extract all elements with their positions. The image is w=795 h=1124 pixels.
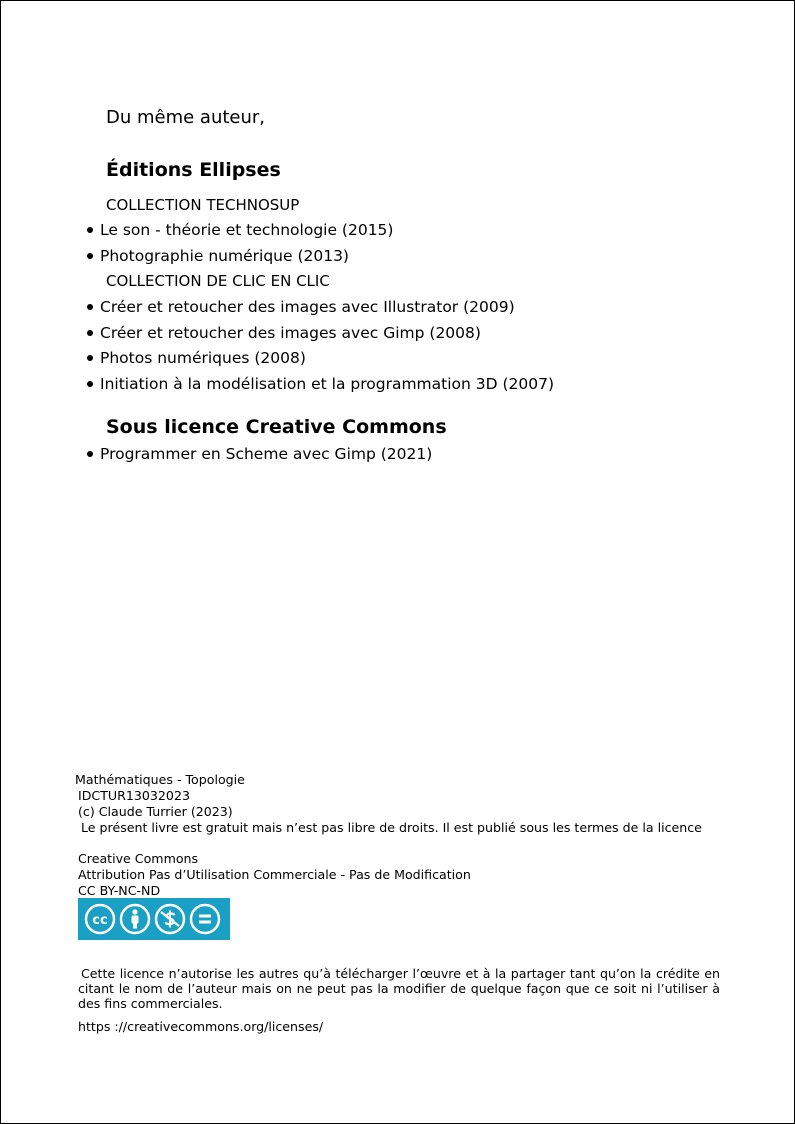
list-item: Programmer en Scheme avec Gimp (2021) [87, 445, 432, 463]
noncommercial-icon [154, 903, 186, 935]
book-id: IDCTUR13032023 [78, 788, 190, 803]
noderivatives-icon [189, 903, 221, 935]
list-item: Photos numériques (2008) [87, 349, 306, 367]
bullet-icon [87, 227, 93, 233]
attribution-icon [119, 903, 151, 935]
list-item: Le son - théorie et technologie (2015) [87, 221, 393, 239]
license-code: CC BY-NC-ND [78, 883, 161, 898]
license-notice: Le présent livre est gratuit mais n’est pas libre de droits. Il est publié sous les termes de la licence [81, 820, 702, 835]
bullet-icon [87, 253, 93, 259]
collection-de-clic-en-clic: COLLECTION DE CLIC EN CLIC [106, 272, 330, 290]
heading-creative-commons: Sous licence Creative Commons [106, 416, 447, 438]
license-full-title: Attribution Pas d’Utilisation Commerciale - Pas de Modification [78, 867, 471, 882]
cc-icon [84, 903, 116, 935]
list-item: Initiation à la modélisation et la programmation 3D (2007) [87, 375, 554, 393]
heading-editions-ellipses: Éditions Ellipses [106, 159, 281, 181]
list-item: Créer et retoucher des images avec Illustrator (2009) [87, 298, 515, 316]
intro-text: Du même auteur, [106, 107, 266, 128]
copyright-line: (c) Claude Turrier (2023) [78, 804, 233, 819]
bullet-icon [87, 330, 93, 336]
bullet-icon [87, 451, 93, 457]
subject-line: Mathématiques - Topologie [75, 772, 245, 787]
list-item: Photographie numérique (2013) [87, 247, 349, 265]
cc-icon-text: cc [92, 913, 108, 928]
collection-technosup: COLLECTION TECHNOSUP [106, 196, 300, 214]
cc-license-badge [78, 898, 230, 940]
license-url[interactable]: https ://creativecommons.org/licenses/ [78, 1019, 324, 1034]
license-explanation: Cette licence n’autorise les autres qu’à télécharger l’œuvre et à la partager tant qu’on la crédite en citant le nom de l’auteur mais on ne peut pas la modifier de quelque façon que ce soit ni l’utiliser à des fins commerciales. [78, 966, 720, 1011]
bullet-icon [87, 304, 93, 310]
license-name: Creative Commons [78, 851, 199, 866]
list-item: Créer et retoucher des images avec Gimp (2008) [87, 324, 481, 342]
bullet-icon [87, 355, 93, 361]
bullet-icon [87, 381, 93, 387]
